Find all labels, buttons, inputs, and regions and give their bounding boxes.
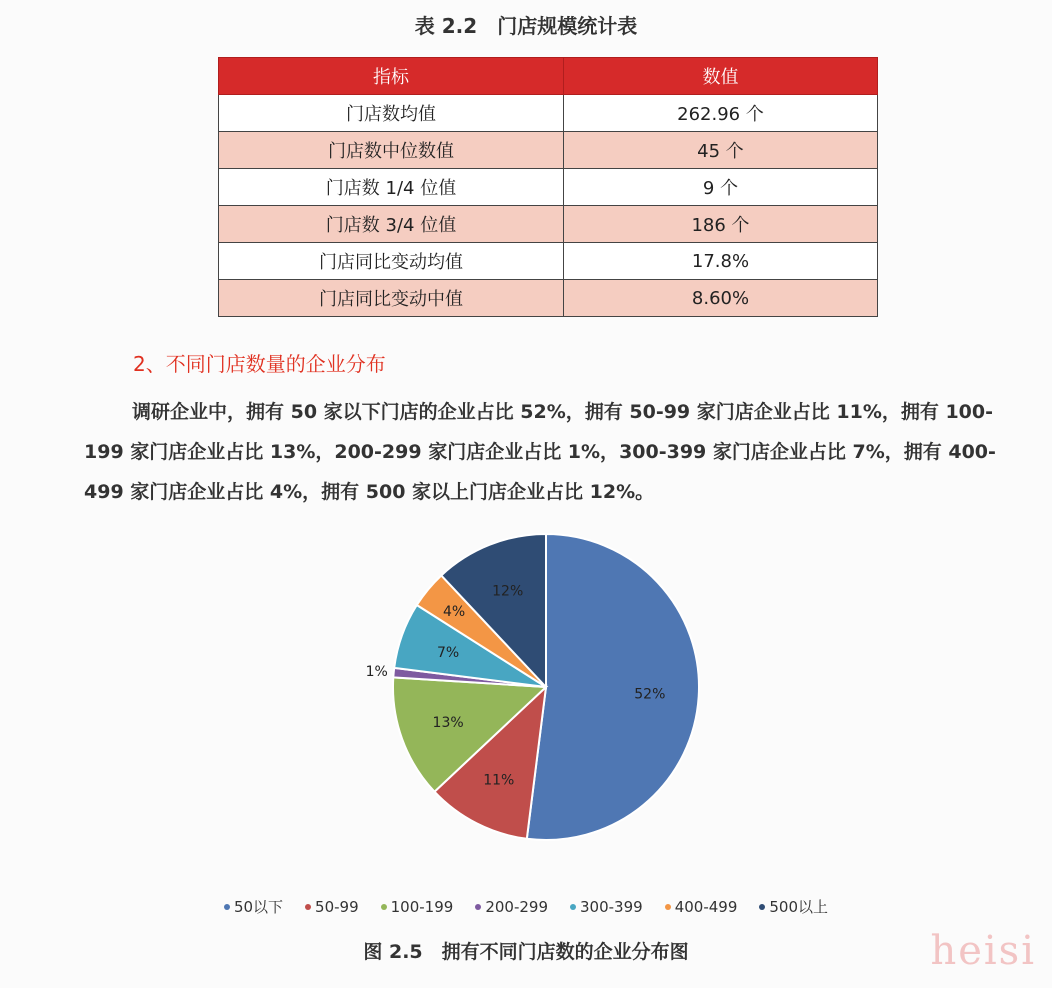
store-distribution-pie-chart — [360, 528, 740, 858]
legend-marker-icon — [759, 904, 765, 910]
legend-marker-icon — [665, 904, 671, 910]
legend-label: 50-99 — [315, 897, 359, 916]
table-row — [219, 95, 878, 132]
table-row — [219, 206, 878, 243]
row-value: 45 个 — [564, 132, 878, 169]
legend-label: 500以上 — [769, 898, 829, 916]
pie-label-400-499: 4% — [442, 603, 466, 620]
table-row — [219, 132, 878, 169]
row-indicator: 门店同比变动均值 — [219, 243, 564, 280]
row-indicator: 门店数 3/4 位值 — [219, 206, 564, 243]
section-heading: 2、不同门店数量的企业分布 — [133, 352, 386, 376]
pie-label-50-99: 11% — [483, 772, 515, 789]
legend-marker-icon — [570, 904, 576, 910]
legend-label: 200-299 — [485, 897, 549, 916]
row-value: 17.8% — [564, 243, 878, 280]
legend-item-300-399 — [570, 896, 643, 917]
row-indicator: 门店数 1/4 位值 — [219, 169, 564, 206]
legend-item-100-199 — [381, 896, 454, 917]
row-indicator: 门店数中位数值 — [219, 132, 564, 169]
row-value: 186 个 — [564, 206, 878, 243]
legend-marker-icon — [305, 904, 311, 910]
legend-item-50以下 — [224, 896, 283, 917]
table-header-row — [219, 58, 878, 95]
legend-label: 50以下 — [233, 898, 284, 916]
legend-label: 300-399 — [580, 897, 643, 916]
row-indicator: 门店数均值 — [219, 95, 564, 132]
legend-marker-icon — [224, 904, 230, 910]
figure-caption: 图 2.5 拥有不同门店数的企业分布图 — [363, 941, 689, 963]
pie-slice-50以下 — [527, 534, 699, 840]
legend-marker-icon — [381, 904, 387, 910]
pie-label-100-199: 13% — [432, 715, 464, 732]
header-indicator: 指标 — [219, 58, 564, 95]
table-title: 表 2.2 门店规模统计表 — [414, 14, 638, 38]
table-row — [219, 243, 878, 280]
table-row — [219, 169, 878, 206]
watermark: heisi — [930, 928, 1036, 974]
body-paragraph: 调研企业中，拥有 50 家以下门店的企业占比 52%，拥有 50-99 家门店企业占比 11%，拥有 100-199 家门店企业占比 13%，200-299 家门店企业占比 1%，300-399 家门店企业占比 7%，拥有 400-499 家门店企业占比 4%，拥有 500 家以上门店企业占比 12%。 — [84, 401, 996, 503]
legend-item-400-499 — [665, 896, 738, 917]
legend-label: 100-199 — [390, 897, 454, 916]
pie-label-300-399: 7% — [437, 644, 460, 661]
row-value: 9 个 — [564, 169, 878, 206]
pie-label-50以下: 52% — [634, 686, 666, 703]
legend-marker-icon — [475, 904, 481, 910]
row-value: 262.96 个 — [564, 95, 878, 132]
legend-item-50-99 — [305, 896, 359, 917]
row-value: 8.60% — [564, 280, 878, 317]
pie-label-200-299: 1% — [365, 664, 388, 681]
chart-legend — [0, 896, 1052, 917]
row-indicator: 门店同比变动中值 — [219, 280, 564, 317]
header-value: 数值 — [564, 58, 878, 95]
legend-item-500以上 — [759, 896, 828, 917]
pie-label-500以上: 12% — [492, 583, 524, 600]
legend-label: 400-499 — [674, 897, 738, 916]
store-scale-table — [218, 57, 878, 317]
legend-item-200-299 — [475, 896, 548, 917]
table-row — [219, 280, 878, 317]
